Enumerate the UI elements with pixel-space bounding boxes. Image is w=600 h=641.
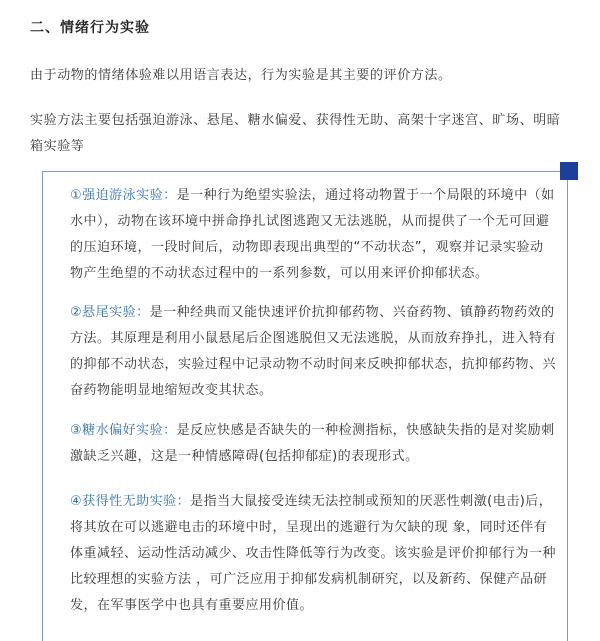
method-item-forced-swim: [70, 183, 556, 287]
method-description: 是反应快感是否缺失的一种检测指标，快感缺失指的是对奖励刺激缺乏兴趣，这是一种情感障碍(包括抑郁症)的表现形式。: [70, 423, 555, 464]
method-description: 是指当大鼠接受连续无法控制或预知的厌恶性刺激(电击)后，将其放在可以逃避电击的环境中时，呈现出的逃避行为欠缺的现 象，同时还伴有体重减轻、运动性活动减少、攻击性降低等行为改变。该实验是评价抑郁行为一种比较理想的实验方法 ，可广泛应用于抑郁发病机制研究，以及新药、保健产品研发，在军事医学中也具有重要应用价值。: [70, 494, 557, 613]
method-item-sucrose-preference: [70, 418, 556, 470]
intro-paragraph: 由于动物的情绪体验难以用语言表达，行为实验是其主要的评价方法。: [30, 68, 452, 83]
section-heading: 二、情绪行为实验: [30, 20, 150, 36]
method-term: ②悬尾实验：: [70, 305, 150, 320]
method-description: 是一种行为绝望实验法，通过将动物置于一个局限的环境中（如水中），动物在该环境中拼命挣扎试图逃跑又无法逃脱，从而提供了一个无可回避的压迫环境，一段时间后，动物即表现出典型的“不动状态”，观察并记录实验动物产生绝望的不动状态过程中的一系列参数，可以用来评价抑郁状态。: [70, 188, 555, 281]
method-description: 是一种经典而又能快速评价抗抑郁药物、兴奋药物、镇静药物药效的方法。其原理是利用小鼠悬尾后企图逃脱但又无法逃脱，从而放弃挣扎，进入特有的抑郁不动状态，实验过程中记录动物不动时间来反映抑郁状态，抗抑郁药物、兴奋药物能明显地缩短改变其状态。: [70, 305, 557, 398]
panel-corner-marker: [560, 162, 578, 180]
method-item-learned-helplessness: [70, 489, 556, 619]
method-item-tail-suspension: [70, 300, 556, 404]
method-term: ④获得性无助实验：: [70, 494, 191, 509]
method-term: ③糖水偏好实验：: [70, 423, 177, 438]
method-term: ①强迫游泳实验：: [70, 188, 177, 203]
methods-paragraph: 实验方法主要包括强迫游泳、悬尾、糖水偏爱、获得性无助、高架十字迷宫、旷场、明暗箱实验等: [30, 113, 561, 154]
